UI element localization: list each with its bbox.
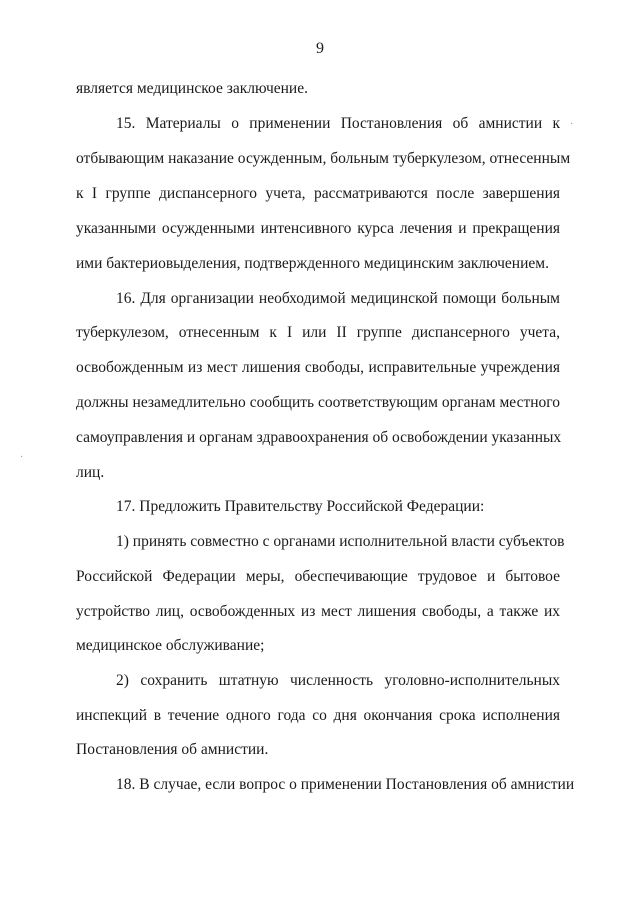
text-line: инспекций в течение одного года со дня окончания срока исполнения (76, 707, 560, 724)
text-line: освобожденным из мест лишения свободы, исправительные учреждения (76, 359, 560, 376)
text-line: должны незамедлительно сообщить соответствующим органам местного (76, 394, 560, 411)
text-line: туберкулезом, отнесенным к I или II группе диспансерного учета, (76, 324, 560, 341)
text-line: Постановления об амнистии. (76, 741, 269, 758)
scan-artifact-dot: · (570, 119, 574, 130)
item-1-line: 1) принять совместно с органами исполнительной власти субъектов (116, 533, 565, 550)
paragraph-16-line: 16. Для организации необходимой медицинской помощи больным (116, 290, 560, 307)
text-line: к I группе диспансерного учета, рассматриваются после завершения (76, 185, 560, 202)
text-line: отбывающим наказание осужденным, больным туберкулезом, отнесенным (76, 150, 571, 167)
scan-artifact-dot: · (20, 452, 24, 463)
text-line: самоуправления и органам здравоохранения об освобождении указанных (76, 429, 562, 446)
paragraph-18-line: 18. В случае, если вопрос о применении Постановления об амнистии (116, 776, 575, 793)
text-line: указанными осужденными интенсивного курса лечения и прекращения (76, 220, 560, 237)
paragraph-15-line: 15. Материалы о применении Постановления об амнистии к (116, 115, 560, 132)
text-line: лиц. (76, 464, 105, 481)
page-number: 9 (316, 40, 324, 57)
paragraph-17-line: 17. Предложить Правительству Российской Федерации: (116, 498, 485, 515)
text-line: ими бактериовыделения, подтвержденного медицинским заключением. (76, 255, 549, 272)
item-2-line: 2) сохранить штатную численность уголовно-исполнительных (116, 672, 560, 689)
text-line: Российской Федерации меры, обеспечивающие трудовое и бытовое (76, 568, 560, 585)
text-line: является медицинское заключение. (76, 80, 308, 97)
text-line: устройство лиц, освобожденных из мест лишения свободы, а также их (76, 603, 560, 620)
text-line: медицинское обслуживание; (76, 637, 265, 654)
